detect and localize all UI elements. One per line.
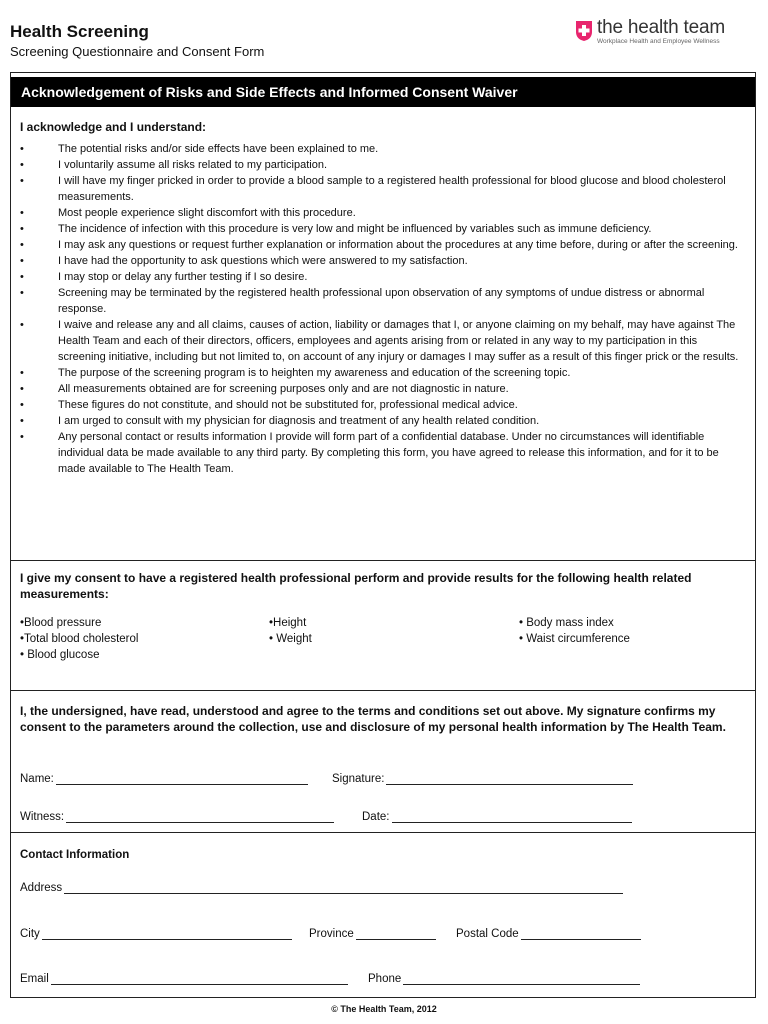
- measurements-column-2: [269, 615, 312, 647]
- measurements-column-1: [20, 615, 138, 663]
- form-frame: [10, 72, 756, 998]
- list-item: • Any personal contact or results information I provide will form part of a confidential database. Under no circumstances will identifiable individual data be made available to any third party. By completing this form, you have agreed to release this information, and for it to be made available to The Health Team.: [11, 429, 746, 477]
- city-field[interactable]: [20, 928, 292, 940]
- list-item: • All measurements obtained are for screening purposes only and are not diagnostic in nature.: [11, 381, 746, 397]
- witness-label: Witness:: [20, 811, 65, 823]
- signature-field[interactable]: [332, 773, 633, 785]
- signature-section: [11, 691, 755, 833]
- list-item: • The purpose of the screening program is to heighten my awareness and education of the screening topic.: [11, 365, 746, 381]
- measurement-item: • Body mass index: [519, 617, 614, 629]
- measurement-item: • Waist circumference: [519, 633, 630, 645]
- date-field[interactable]: [362, 811, 632, 823]
- province-label: Province: [309, 928, 354, 940]
- signature-statement: I, the undersigned, have read, understood and agree to the terms and conditions set out above. My signature confirms my consent to the parameters around the collection, use and disclosure of my personal health information by The Health Team.: [20, 704, 726, 734]
- city-input-line[interactable]: [42, 928, 292, 940]
- acknowledgement-list: [11, 141, 746, 477]
- form-title: Health Screening: [10, 22, 149, 41]
- email-input-line[interactable]: [51, 973, 348, 985]
- logo-tagline: Workplace Health and Employee Wellness: [597, 38, 720, 45]
- city-label: City: [20, 928, 40, 940]
- list-item: • I am urged to consult with my physician for diagnosis and treatment of any health related condition.: [11, 413, 746, 429]
- list-item: • The incidence of infection with this procedure is very low and might be influenced by variables such as immune deficiency.: [11, 221, 746, 237]
- list-item: • Most people experience slight discomfort with this procedure.: [11, 205, 746, 221]
- witness-field[interactable]: [20, 811, 334, 823]
- postal-code-field[interactable]: [456, 928, 641, 940]
- logo-name: the health team: [597, 17, 725, 38]
- list-item: • I waive and release any and all claims, causes of action, liability or damages that I, or anyone claiming on my behalf, may have against The Health Team and each of their directors, officers, employees and agents arising from or related in any way to my participation in this screening initiative, including but not limited to, on account of any injury or damages I may suffer as a result of this finger prick or the results.: [11, 317, 746, 365]
- list-item: • The potential risks and/or side effects have been explained to me.: [11, 141, 746, 157]
- waiver-banner: Acknowledgement of Risks and Side Effects and Informed Consent Waiver: [11, 77, 755, 107]
- measurement-item: •Total blood cholesterol: [20, 633, 139, 645]
- measurement-item: • Weight: [269, 633, 312, 645]
- name-field[interactable]: [20, 773, 308, 785]
- list-item: • I have had the opportunity to ask questions which were answered to my satisfaction.: [11, 253, 746, 269]
- list-item: • I may stop or delay any further testing if I so desire.: [11, 269, 746, 285]
- postal-code-label: Postal Code: [456, 928, 519, 940]
- measurement-item: •Height: [269, 617, 307, 629]
- date-input-line[interactable]: [392, 811, 632, 823]
- province-field[interactable]: [309, 928, 436, 940]
- list-item: • These figures do not constitute, and should not be substituted for, professional medical advice.: [11, 397, 746, 413]
- province-input-line[interactable]: [356, 928, 436, 940]
- list-item: • I voluntarily assume all risks related to my participation.: [11, 157, 746, 173]
- form-subtitle: Screening Questionnaire and Consent Form: [10, 44, 265, 59]
- measurement-item: • Blood glucose: [20, 649, 100, 661]
- name-input-line[interactable]: [56, 773, 308, 785]
- signature-input-line[interactable]: [386, 773, 633, 785]
- signature-label: Signature:: [332, 773, 385, 785]
- consent-heading: I give my consent to have a registered health professional perform and provide results for the following health related measurements:: [20, 571, 692, 601]
- acknowledgement-heading: I acknowledge and I understand:: [20, 120, 207, 134]
- date-label: Date:: [362, 811, 390, 823]
- phone-field[interactable]: [368, 973, 640, 985]
- contact-heading: Contact Information: [20, 849, 130, 861]
- phone-label: Phone: [368, 973, 402, 985]
- acknowledgement-section: [11, 111, 755, 561]
- list-item: • Screening may be terminated by the registered health professional upon observation of any symptoms of undue distress or abnormal response.: [11, 285, 746, 317]
- address-input-line[interactable]: [64, 882, 623, 894]
- measurement-item: •Blood pressure: [20, 617, 102, 629]
- postal-code-input-line[interactable]: [521, 928, 641, 940]
- email-field[interactable]: [20, 973, 348, 985]
- phone-input-line[interactable]: [403, 973, 640, 985]
- measurements-column-3: [519, 615, 630, 647]
- copyright-footer: © The Health Team, 2012: [331, 1004, 437, 1014]
- name-label: Name:: [20, 773, 54, 785]
- email-label: Email: [20, 973, 49, 985]
- address-label: Address: [20, 882, 63, 894]
- shield-cross-icon: [575, 20, 593, 42]
- address-field[interactable]: [20, 882, 623, 894]
- list-item: • I will have my finger pricked in order to provide a blood sample to a registered health professional for blood glucose and blood cholesterol measurements.: [11, 173, 746, 205]
- witness-input-line[interactable]: [66, 811, 334, 823]
- list-item: • I may ask any questions or request further explanation or information about the procedures at any time before, during or after the screening.: [11, 237, 746, 253]
- consent-section: [11, 561, 755, 691]
- contact-section: [11, 833, 755, 997]
- company-logo: [575, 18, 725, 46]
